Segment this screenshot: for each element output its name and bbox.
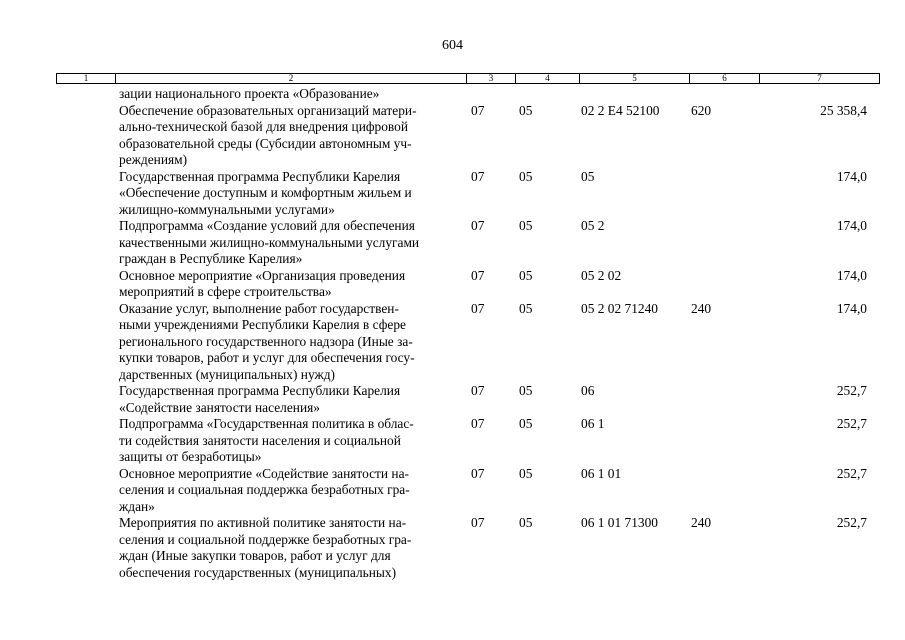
table-row — [0, 416, 867, 466]
row-description: Основное мероприятие «Организация проведения мероприятий в сфере строительства» — [119, 267, 406, 299]
row-section: 07 — [471, 416, 485, 431]
row-description: Подпрограмма «Государственная политика в облас- ти содействия занятости населения и социальной защиты от безработицы» — [119, 416, 414, 464]
row-expense-type — [691, 466, 761, 516]
row-subsection: 05 — [519, 416, 533, 431]
header-col-6: 6 — [690, 74, 760, 83]
row-section: 07 — [471, 168, 485, 184]
row-subsection: 05 — [519, 383, 533, 398]
row-amount: 174,0 — [836, 168, 867, 184]
row-target-code: 05 2 02 — [581, 267, 622, 283]
row-subsection: 05 — [519, 102, 533, 118]
row-target-code: 05 — [581, 168, 595, 184]
row-expense-type: 620 — [691, 102, 712, 118]
table-row — [0, 466, 867, 516]
row-section: 07 — [471, 300, 485, 316]
row-amount — [761, 86, 867, 103]
row-expense-type — [691, 383, 761, 416]
row-amount: 252,7 — [836, 465, 867, 481]
row-section: 07 — [471, 218, 485, 233]
row-expense-type — [691, 86, 761, 103]
table-row — [0, 268, 867, 301]
row-description: Основное мероприятие «Содействие занятости на- селения и социальная поддержка безработных гра- ждан» — [119, 465, 410, 514]
row-subsection: 05 — [519, 300, 533, 316]
table-row — [0, 218, 867, 268]
row-target-code: 05 2 02 71240 — [581, 300, 658, 316]
header-col-1: 1 — [57, 74, 116, 83]
row-expense-type: 240 — [691, 300, 712, 316]
row-subsection: 05 — [519, 515, 533, 530]
row-amount: 174,0 — [836, 267, 867, 283]
row-section: 07 — [471, 102, 485, 118]
row-subsection: 05 — [519, 168, 533, 184]
row-description: зации национального проекта «Образование» — [119, 86, 380, 101]
row-target-code: 05 2 — [581, 218, 605, 233]
header-col-7: 7 — [817, 73, 822, 83]
row-amount: 174,0 — [836, 300, 867, 316]
table-row — [0, 169, 867, 219]
row-expense-type: 240 — [691, 515, 712, 530]
row-description: Оказание услуг, выполнение работ государствен- ными учреждениями Республики Карелия в сфере регионального государственного надзора (Иные за- купки товаров, работ и услуг для обеспечения госу- дарственных (муниципальных) нужд) — [119, 300, 415, 382]
row-description: Государственная программа Республики Карелия «Обеспечение доступным и комфортным жильем и жилищно-коммунальными услугами» — [119, 168, 412, 217]
row-description: Обеспечение образовательных организаций матери- ально-технической базой для внедрения цифровой образовательной среды (Субсидии автономным уч- реждениям) — [119, 102, 417, 167]
header-col-2: 2 — [116, 74, 467, 83]
row-section: 07 — [471, 383, 485, 398]
row-subsection — [519, 86, 581, 103]
table-row — [0, 301, 867, 384]
row-amount: 252,7 — [836, 383, 867, 398]
table-row — [0, 86, 867, 103]
row-amount: 252,7 — [836, 416, 867, 431]
header-col-5: 5 — [580, 74, 690, 83]
table-header — [56, 73, 880, 84]
row-amount: 252,7 — [836, 515, 867, 530]
row-amount: 174,0 — [836, 218, 867, 233]
row-section: 07 — [471, 515, 485, 530]
row-description: Мероприятия по активной политике занятости на- селения и социальной поддержке безработных гра- ждан (Иные закупки товаров, работ и услуг для обеспечения государственных (муниципальных) — [119, 515, 412, 580]
row-subsection: 05 — [519, 465, 533, 481]
header-col-4: 4 — [516, 74, 580, 83]
table-row — [0, 515, 867, 581]
row-amount: 25 358,4 — [820, 102, 867, 118]
row-subsection: 05 — [519, 218, 533, 233]
header-col-3: 3 — [467, 74, 516, 83]
row-target-code: 06 1 01 71300 — [581, 515, 658, 530]
table-row — [0, 383, 867, 416]
row-description: Государственная программа Республики Карелия «Содействие занятости населения» — [119, 383, 401, 415]
row-section: 07 — [471, 465, 485, 481]
row-target-code: 06 — [581, 383, 595, 398]
row-expense-type — [691, 218, 761, 268]
row-section: 07 — [471, 267, 485, 283]
row-target-code: 02 2 E4 52100 — [581, 102, 660, 118]
table-body — [0, 86, 867, 581]
row-expense-type — [691, 268, 761, 301]
table-row — [0, 103, 867, 169]
row-target-code: 06 1 — [581, 416, 605, 431]
row-section — [471, 86, 519, 103]
row-target-code — [581, 86, 691, 103]
row-subsection: 05 — [519, 267, 533, 283]
row-target-code: 06 1 01 — [581, 465, 622, 481]
page-number: 604 — [442, 38, 463, 53]
row-expense-type — [691, 169, 761, 219]
row-expense-type — [691, 416, 761, 466]
row-description: Подпрограмма «Создание условий для обеспечения качественными жилищно-коммунальными услугами граждан в Республике Карелия» — [119, 218, 420, 266]
